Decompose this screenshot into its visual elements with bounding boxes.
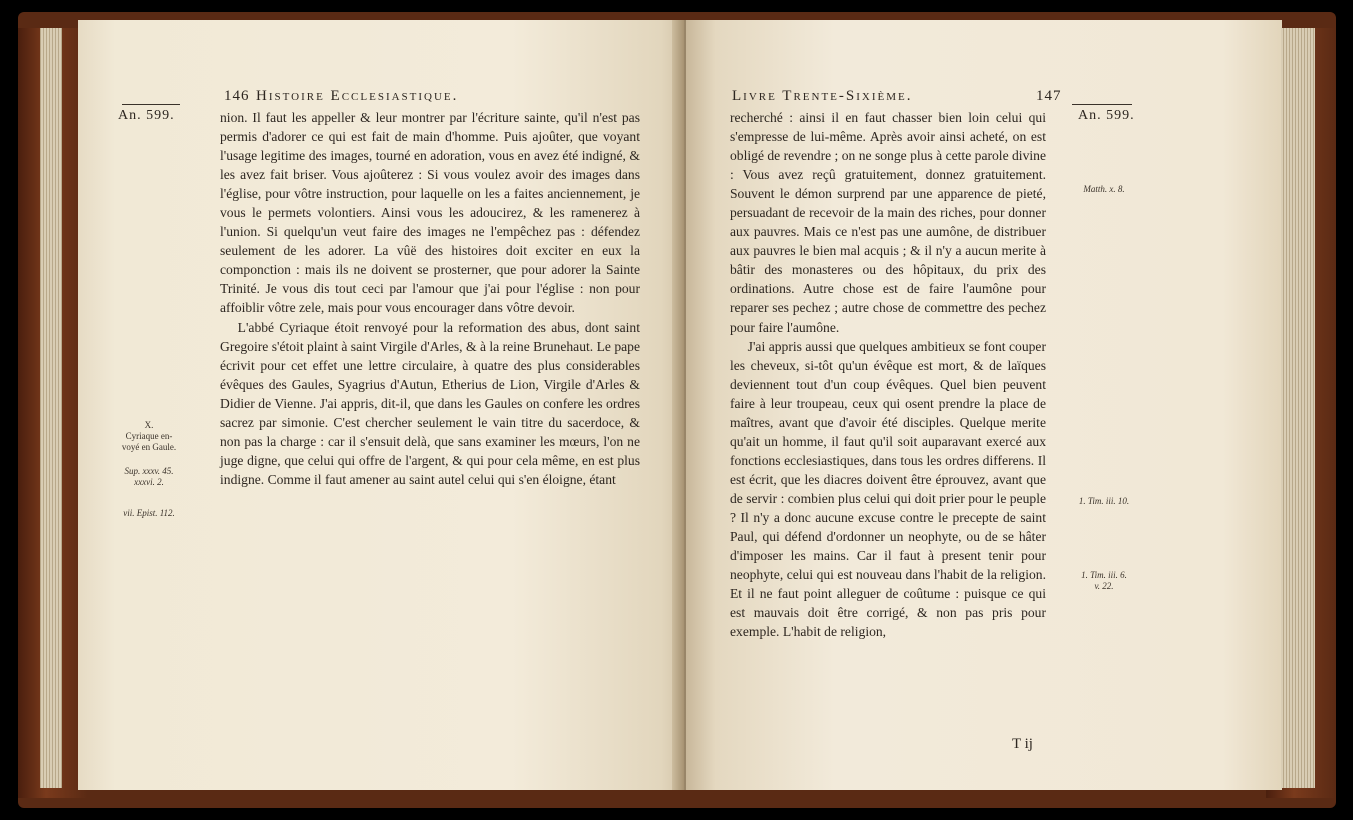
right-page [686, 20, 1282, 790]
left-page [78, 20, 698, 790]
right-page-edges [1281, 28, 1315, 788]
left-paragraph: L'abbé Cyriaque étoit renvoyé pour la reformation des abus, dont saint Gregoire s'étoit plaint à saint Virgile d'Arles, & à la reine Brunehaut. Le pape écrivit pour cet effet une lettre circulaire, à quatre des plus considerables évêques des Gaules, Syagrius d'Autun, Etherius de Lion, Virgile d'Arles & Didier de Vienne. J'ai appris, dit-il, que dans les Gaules on confere les ordres sacrez par simonie. C'est chercher seulement le vain titre du sacerdoce, & non pas la charge : car il s'ensuit delà, que sans examiner les mœurs, l'on ne juge digne, que celui qui offre de l'argent, & qui pour cela même, en est plus indigne. Comme il faut amener au saint autel celui qui s'en éloigne, étant [220, 319, 640, 487]
left-year-marker: An. 599. [118, 108, 175, 123]
right-text-column [730, 108, 1046, 641]
margin-note-matth: Matth. x. 8. [1083, 184, 1125, 194]
right-paragraph: J'ai appris aussi que quelques ambitieux se font couper les cheveux, si-tôt qu'un évêque est mort, & de laïques deviennent tout d'un coup évêques. Quel bien peuvent faire à leur troupeau, ceux qui osent prendre la place de maîtres, avant que d'avoir été disciples. Quelque merite qu'ait un homme, il faut qu'il soit auparavant exercé aux fonctions ecclesiastiques, dans tous les ordres differens. Il est écrit, que les diacres doivent être éprouvez, avant que de servir : combien plus celui qui doit prier pour le peuple ? Il n'y a donc aucune excuse contre le precepte de saint Paul, qui défend d'ordonner un neophyte, ou de se hâter d'imposer les mains. Car il faut à present tenir pour neophyte, celui qui est nouveau dans l'habit de la religion. Et il ne faut point alleguer de coûtume : puisque ce qui est mauvais doit être corrigé, & non pas pris pour exemple. L'habit de religion, [730, 338, 1046, 640]
right-page-number: 147 [1036, 88, 1062, 104]
right-year-marker: An. 599. [1078, 108, 1135, 123]
left-paragraph: nion. Il faut les appeller & leur montrer par l'écriture sainte, qu'il n'est pas permis d'adorer ce qui est fait de main d'homme. Puis ajoûter, que voyant l'usage legitime des images, tourné en adoration, vous en avez été indigné, & les avez fait briser. Vous ajoûterez : Si vous voulez avoir des images dans l'église, pour vôtre instruction, pour laquelle on les a faites anciennement, je vous le permets volontiers. Ainsi vous les adoucirez, & les ramenerez à l'union. Si quelqu'un veut faire des images ne l'empêchez pas : défendez seulement de les adorer. La vûë des histoires doit exciter en eux la componction : mais ils ne doivent se prosterner, que pour adorer la Sainte Trinité. Je vous dis tout ceci par l'amour que j'ai pour l'église : non pour affoiblir vôtre zele, mais pour vous encourager dans vôtre devoir. [220, 110, 640, 316]
header-rule-left [122, 104, 180, 105]
margin-note-tim-1: 1. Tim. iii. 10. [1078, 496, 1130, 506]
right-paragraph: recherché : ainsi il en faut chasser bien loin celui qui s'empresse de lui-même. Après avoir ainsi acheté, on est obligé de revendre ; on ne songe plus à cette parole divine : Vous avez reçû gratuitement, donnez gratuitement. Souvent le démon surprend par une apparence de pieté, persuadant de recevoir de la main des riches, pour donner aux pauvres. Mais ce n'est pas une aumône, de distribuer aux pauvres le bien mal acquis ; & il n'y a aucun merite à bâtir des monasteres ou des hôpitaux, du prix des ordinations. Autre chose est de faire l'aumône pour reparer ses pechez ; autre chose de commettre des pechez pour faire l'aumône. [730, 110, 1046, 335]
margin-note-tim-2: 1. Tim. iii. 6. v. 22. [1081, 570, 1127, 591]
signature-mark: T ij [1012, 736, 1033, 752]
margin-note-cyriaque: X. Cyriaque en- voyé en Gaule. [121, 420, 177, 452]
left-running-head: Histoire Ecclesiastique. [256, 88, 459, 104]
left-page-number: 146 [224, 88, 250, 104]
left-page-edges [40, 28, 62, 788]
left-text-column [220, 108, 640, 489]
header-rule-right [1072, 104, 1132, 105]
margin-note-sup: Sup. xxxv. 45. xxxvi. 2. [124, 466, 174, 487]
right-running-head: Livre Trente-Sixième. [732, 88, 913, 104]
margin-note-epist: vii. Epist. 112. [123, 508, 175, 518]
